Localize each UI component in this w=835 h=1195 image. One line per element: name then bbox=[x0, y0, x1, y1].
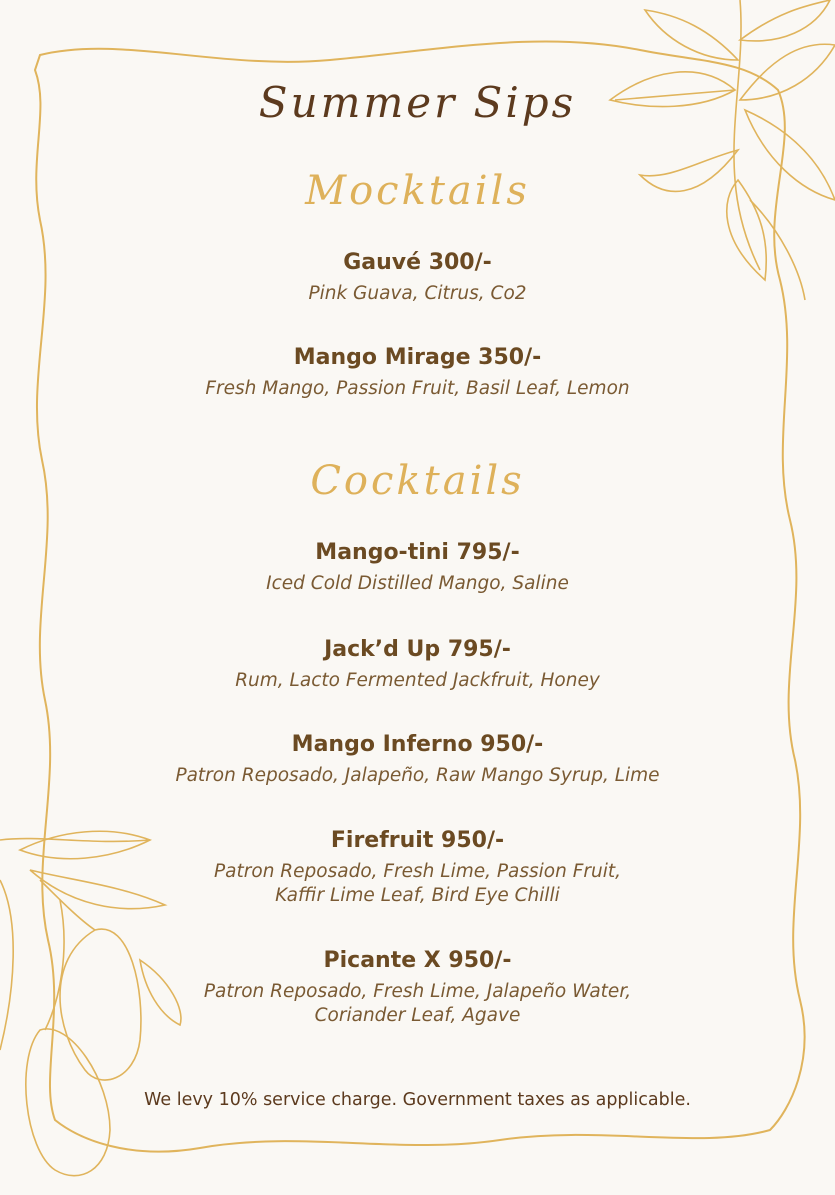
item-description-line: Kaffir Lime Leaf, Bird Eye Chilli bbox=[275, 885, 560, 906]
menu-item bbox=[0, 538, 835, 596]
menu-item bbox=[0, 343, 835, 401]
item-name: Mango Mirage 350/- bbox=[293, 345, 542, 370]
item-description-line: Patron Reposado, Fresh Lime, Passion Fruit, bbox=[214, 861, 621, 882]
item-name: Gauvé 300/- bbox=[343, 250, 492, 275]
item-description: Rum, Lacto Fermented Jackfruit, Honey bbox=[235, 670, 600, 691]
menu-item bbox=[0, 635, 835, 693]
menu-item bbox=[0, 248, 835, 306]
item-name: Jack’d Up 795/- bbox=[324, 637, 511, 662]
item-name: Mango Inferno 950/- bbox=[291, 732, 544, 757]
menu-item bbox=[0, 946, 835, 1028]
item-description: Iced Cold Distilled Mango, Saline bbox=[266, 573, 569, 594]
item-name: Picante X 950/- bbox=[323, 948, 512, 973]
item-name: Mango-tini 795/- bbox=[315, 540, 520, 565]
section-heading-mocktails: Mocktails bbox=[305, 168, 530, 214]
menu-title: Summer Sips bbox=[258, 78, 577, 127]
menu-item bbox=[0, 730, 835, 788]
service-charge-note: We levy 10% service charge. Government taxes as applicable. bbox=[144, 1090, 691, 1110]
menu-item bbox=[0, 826, 835, 908]
section-heading-cocktails: Cocktails bbox=[310, 458, 525, 504]
item-name: Firefruit 950/- bbox=[330, 828, 505, 853]
item-description: Patron Reposado, Jalapeño, Raw Mango Syrup, Lime bbox=[175, 765, 660, 786]
item-description-line: Coriander Leaf, Agave bbox=[314, 1005, 521, 1026]
item-description: Pink Guava, Citrus, Co2 bbox=[308, 283, 527, 304]
item-description-line: Patron Reposado, Fresh Lime, Jalapeño Water, bbox=[203, 981, 632, 1002]
item-description: Fresh Mango, Passion Fruit, Basil Leaf, Lemon bbox=[205, 378, 630, 399]
